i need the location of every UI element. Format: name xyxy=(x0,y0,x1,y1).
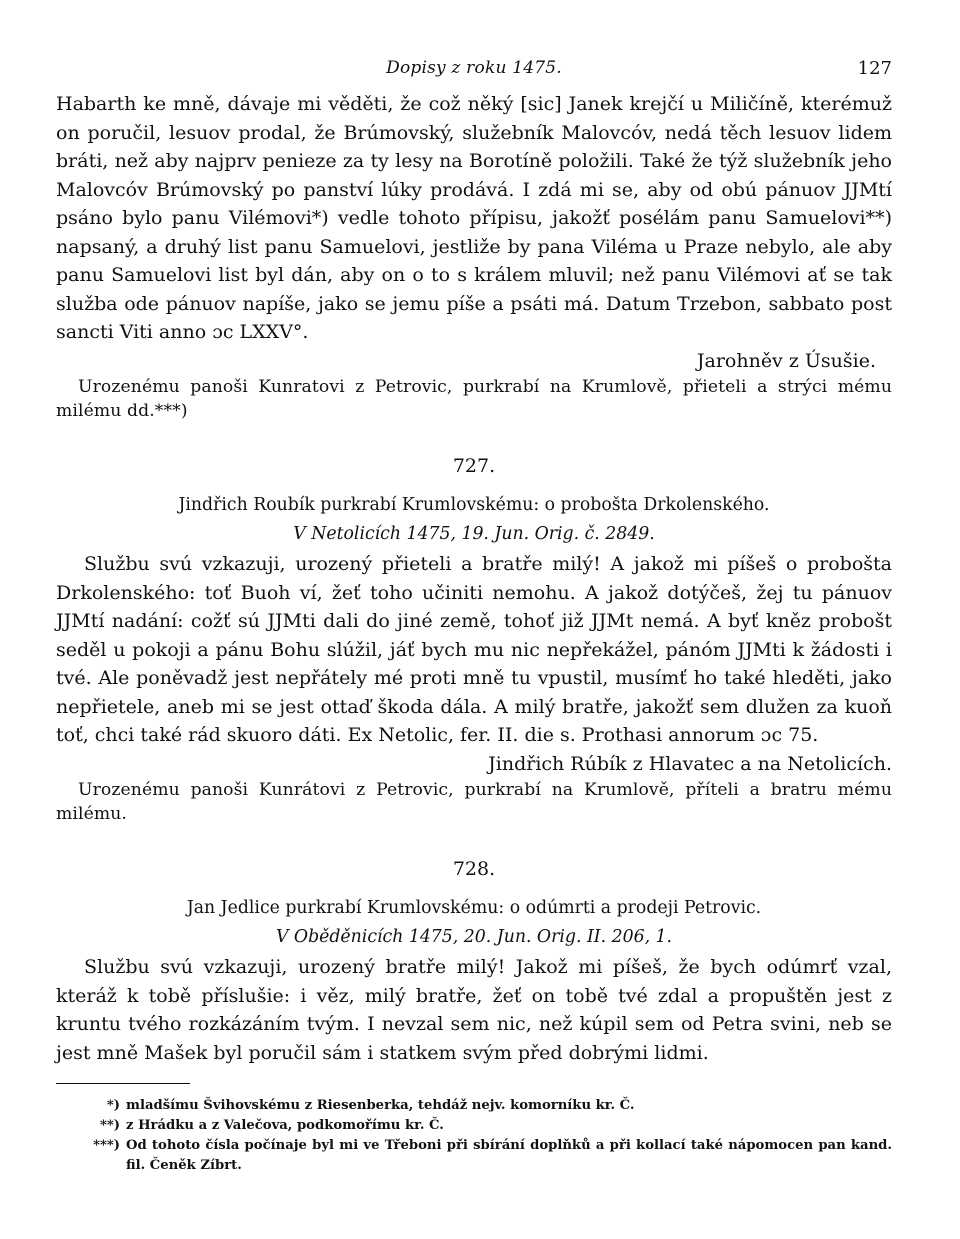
letter-heading: Jan Jedlice purkrabí Krumlovskému: o odúmrti a prodeji Petrovic. xyxy=(186,898,762,918)
letter-heading: Jindřich Roubík purkrabí Krumlovskému: o probošta Drkolenského. xyxy=(178,495,770,515)
letter-source: V Oběděnicích 1475, 20. Jun. Orig. II. 206, 1. xyxy=(275,927,673,947)
book-page xyxy=(56,58,892,1176)
letter-address: Urozenému panoši Kunratovi z Petrovic, purkrabí na Krumlově, přieteli a strýci mému milému dd.***) xyxy=(56,377,892,421)
page-header xyxy=(56,58,892,88)
letter-address: Urozenému panoši Kunrátovi z Petrovic, purkrabí na Krumlově, příteli a bratru mému milému. xyxy=(56,780,892,824)
footnote-text: z Hrádku a z Valečova, podkomořímu kr. Č. xyxy=(126,1118,444,1133)
footnote-text: Od tohoto čísla počínaje byl mi ve Třeboni při sbírání doplňků a při kollací také nápomocen pan kand. fil. Čeněk Zíbrt. xyxy=(126,1138,892,1173)
letter-body: Habarth ke mně, dávaje mi věděti, že což něký [sic] Janek krejčí u Miličíně, kterémuž on poručil, lesuov prodal, že Brúmovský, služebník Malovcóv, nedá těch lesuov lidem bráti, než aby najprv penieze za ty lesy na Borotíně položili. Také že týž služebník jeho Malovcóv Brúmovský po panství lúky prodává. I zdá mi se, aby od obú pánuov JJMtí psáno bylo panu Vilémovi*) vedle tohoto přípisu, jakožť posélám panu Samuelovi**) napsaný, a druhý list panu Samuelovi, jestliže by pana Viléma u Praze nebylo, ale aby panu Samuelovi list byl dán, aby on o to s králem mluvil; než panu Vilémovi ať se tak služba ode pánuov napíše, jako se jemu píše a psáti má. Datum Trzebon, sabbato post sancti Viti anno ɔc LXXV°. xyxy=(56,93,892,343)
letter-signature: Jindřich Rúbík z Hlavatec a na Netolicích. xyxy=(488,752,892,775)
footnote-text: mladšímu Švihovskému z Riesenberka, tehdáž nejv. komorníku kr. Č. xyxy=(126,1098,635,1113)
letter-body-text: Službu svú vzkazuji, urozený přieteli a bratře milý! A jakož mi píšeš o probošta Drkolenského: toť Buoh ví, žeť toho učiniti nemohu. A jakož dotýčeš, žej tu pánuov JJMtí nadání: cožť sú JJMti dali do jiné země, tohoť již JJMt nemá. A byť kněz probošt seděl u pokoji a pánu Bohu slúžil, jáť bych mu nic nepřekážel, pánóm JJMti k žádosti i tvé. Ale poněvadž jest nepřátely mé proti mně tu vpustil, musímť ho také hleděti, jako nepřietele, aneb mi se jest ottaď škoda dála. A milý bratře, jakožť sem dlužen za kuoň toť, chci také rád skuoro dáti. Ex Netolic, fer. II. die s. Prothasi annorum ɔc 75. xyxy=(56,553,892,746)
letter-727 xyxy=(56,455,892,826)
letter-source: V Netolicích 1475, 19. Jun. Orig. č. 2849. xyxy=(293,524,655,544)
footnote xyxy=(56,1136,892,1176)
footnote-mark: *) xyxy=(106,1098,120,1113)
letter-number: 728. xyxy=(452,858,496,880)
footnote xyxy=(56,1096,892,1116)
letter-body xyxy=(56,550,892,775)
letter-726-continuation xyxy=(56,90,892,423)
letter-signature: Jarohněv z Úsušie. xyxy=(696,349,876,372)
footnote-divider xyxy=(56,1083,190,1084)
footnote xyxy=(56,1116,892,1136)
footnote-mark: ***) xyxy=(93,1138,120,1153)
running-title: Dopisy z roku 1475. xyxy=(386,58,562,78)
footnote-mark: **) xyxy=(99,1118,120,1133)
letter-body: Službu svú vzkazuji, urozený bratře milý! Jakož mi píšeš, že bych odúmrť vzal, kteráž k tobě příslušie: i věz, milý bratře, žeť on tobě tvé zdal a propuštěn jest z kruntu tvého rozkázáním tvým. I nevzal sem nic, než kúpil sem od Petra svini, neb se jest mně Mašek byl poručil sám i statkem svým před dobrými lidmi. xyxy=(56,956,892,1064)
letter-number: 727. xyxy=(452,455,496,477)
footnotes xyxy=(56,1096,892,1176)
page-number: 127 xyxy=(857,58,892,79)
letter-728 xyxy=(56,858,892,1067)
